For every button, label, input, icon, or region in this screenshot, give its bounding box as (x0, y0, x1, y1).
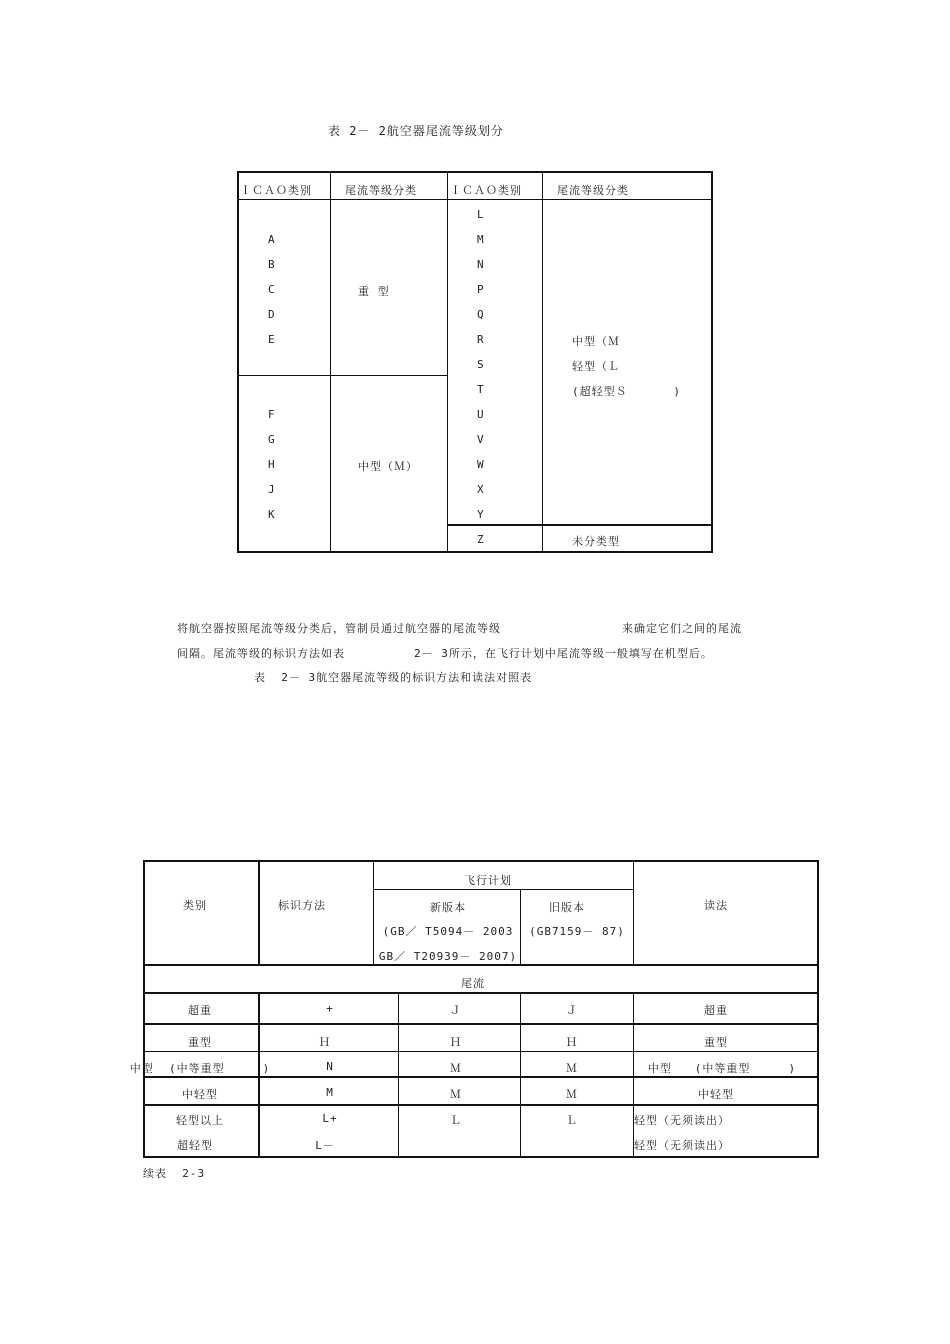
table1-left-letter: A (268, 233, 276, 246)
table1-col-rule-3 (542, 171, 543, 553)
table1-left-letter: J (268, 483, 276, 496)
table2-cell-category: 中轻型 (182, 1088, 218, 1101)
table2-row-rule (143, 1076, 819, 1078)
table1-header-wake-1: 尾流等级分类 (345, 184, 417, 197)
table1-border-left (237, 171, 239, 553)
table1-right-letter: S (477, 358, 485, 371)
table1-z-label: 未分类型 (572, 535, 620, 548)
paragraph-line-1b: 来确定它们之间的尾流 (622, 622, 742, 635)
table2-header-old-std: (GB7159－ 87) (529, 925, 625, 938)
table2-cell-reading: 中型 (中等重型 ) (647, 1062, 797, 1075)
table1-right-letter: W (477, 458, 485, 471)
table1-right-letter: T (477, 383, 485, 396)
paragraph-line-2b: 2－ 3所示，在飞行计划中尾流等级一般填写在机型后。 (414, 647, 713, 660)
table1-right-letter: P (477, 283, 485, 296)
table2-cell-reading: 超重 (704, 1004, 728, 1017)
table1-right-letter: Y (477, 508, 485, 521)
table1-left-letter: G (268, 433, 276, 446)
table2-header-bottom (143, 964, 819, 966)
table2-cell-marking: + (326, 1002, 334, 1015)
table1-right-letter: M (477, 233, 485, 246)
table2-border-top (143, 860, 819, 862)
table2-cell-new: Ｍ (450, 1062, 462, 1075)
table2-cell-old: Ｊ (566, 1004, 578, 1017)
table2-cell-new: Ｊ (450, 1004, 462, 1017)
table2-row-rule (143, 1023, 819, 1025)
table1-left-letter: C (268, 283, 276, 296)
table1-group2-label: 中型（Ｍ） (358, 460, 418, 473)
table1-left-letter: H (268, 458, 276, 471)
table1-left-letter: K (268, 508, 276, 521)
table2-cell-old: Ｈ (566, 1036, 578, 1049)
table1-right-label: 中型（Ｍ (572, 335, 620, 348)
table2-cell-marking: L+ (322, 1112, 338, 1125)
table2-cell-category: 重型 (188, 1036, 212, 1049)
table1-border-bottom (237, 551, 713, 553)
table1-border-top (237, 171, 713, 173)
table2-cell-reading: 轻型（无须读出） (634, 1114, 730, 1127)
table2-cell-new: Ｈ (450, 1036, 462, 1049)
table2-cell-category: 轻型以上 (176, 1114, 224, 1127)
table1-right-letter: V (477, 433, 485, 446)
table1-header-wake-2: 尾流等级分类 (557, 184, 629, 197)
table1-left-letter: B (268, 258, 276, 271)
table2-cell-new: Ｍ (450, 1088, 462, 1101)
table2-border-right (817, 860, 819, 1158)
paragraph-line-2a: 间隔。尾流等级的标识方法如表 (177, 647, 345, 660)
table1-border-right (711, 171, 713, 553)
table2-body-vrule-4 (633, 992, 634, 1158)
table1-right-label: (超轻型Ｓ ) (572, 385, 681, 398)
table2-border-bottom (143, 1156, 819, 1158)
table1-z-letter: Z (477, 533, 485, 546)
table1-left-letter: E (268, 333, 276, 346)
table2-header-vrule-3 (520, 889, 521, 965)
table2-caption: 表 2－ 3航空器尾流等级的标识方法和读法对照表 (254, 671, 533, 684)
table1-right-letter: R (477, 333, 485, 346)
table2-header-old-version: 旧版本 (549, 901, 585, 914)
table2-header-marking: 标识方法 (278, 899, 326, 912)
table2-continued-note: 续表 2-3 (143, 1167, 206, 1180)
table2-header-new-std-2: GB／ T20939－ 2007) (378, 950, 518, 963)
table2-header-vrule-4 (633, 860, 634, 965)
table1-right-letter: L (477, 208, 485, 221)
table1-header-rule (237, 199, 713, 200)
table2-cell-category: 超轻型 (177, 1139, 213, 1152)
table2-header-vrule-1 (258, 860, 260, 965)
table2-cell-marking: M (326, 1086, 334, 1099)
table2-cell-marking: N (326, 1060, 334, 1073)
table2-cell-marking: Ｈ (319, 1036, 331, 1049)
table2-cell-category: 超重 (188, 1004, 212, 1017)
table2-header-reading: 读法 (704, 899, 728, 912)
table1-caption: 表 2－ 2航空器尾流等级划分 (328, 124, 504, 138)
table2-row-rule (143, 1051, 819, 1052)
table1-right-letter: U (477, 408, 485, 421)
table2-header-new-std-1: (GB／ T5094－ 2003 (382, 925, 514, 938)
table2-cell-category: 中型 (中等重型 ) (129, 1062, 271, 1075)
table1-right-letter: X (477, 483, 485, 496)
table2-header-flight-plan: 飞行计划 (464, 874, 512, 887)
table2-cell-reading: 轻型（无须读出） (634, 1139, 730, 1152)
paragraph-line-1a: 将航空器按照尾流等级分类后，管制员通过航空器的尾流等级 (177, 622, 501, 635)
table2-body-vrule-2 (398, 992, 399, 1158)
table2-cell-old: Ｍ (566, 1088, 578, 1101)
table1-col-rule-1 (330, 171, 331, 553)
table2-header-category: 类别 (183, 899, 207, 912)
table1-right-label: 轻型（Ｌ (572, 360, 620, 373)
table2-header-new-version: 新版本 (430, 901, 466, 914)
table2-group-rule (373, 889, 634, 890)
table2-cell-new: Ｌ (450, 1114, 462, 1127)
table2-cell-old: Ｍ (566, 1062, 578, 1075)
table2-cell-reading: 中轻型 (698, 1088, 734, 1101)
table2-row-rule (143, 1104, 819, 1106)
table1-group-rule (237, 375, 448, 376)
table1-col-rule-2 (447, 171, 448, 553)
table1-header-icao-1: ＩＣＡＯ类别 (240, 184, 312, 197)
table2-cell-old: Ｌ (566, 1114, 578, 1127)
table2-header-vrule-2 (373, 860, 374, 965)
table1-right-letter: Q (477, 308, 485, 321)
table1-left-letter: D (268, 308, 276, 321)
table1-header-icao-2: ＩＣＡＯ类别 (450, 184, 522, 197)
table2-section-label: 尾流 (461, 977, 485, 990)
table2-cell-reading: 重型 (704, 1036, 728, 1049)
table2-cell-marking: L－ (315, 1139, 335, 1152)
table1-group1-label: 重 型 (358, 285, 390, 298)
table1-right-letter: N (477, 258, 485, 271)
table1-z-rule (447, 524, 713, 526)
table2-border-left (143, 860, 145, 1158)
table2-section-bottom (143, 992, 819, 994)
table1-left-letter: F (268, 408, 276, 421)
table2-body-vrule-3 (520, 992, 521, 1158)
